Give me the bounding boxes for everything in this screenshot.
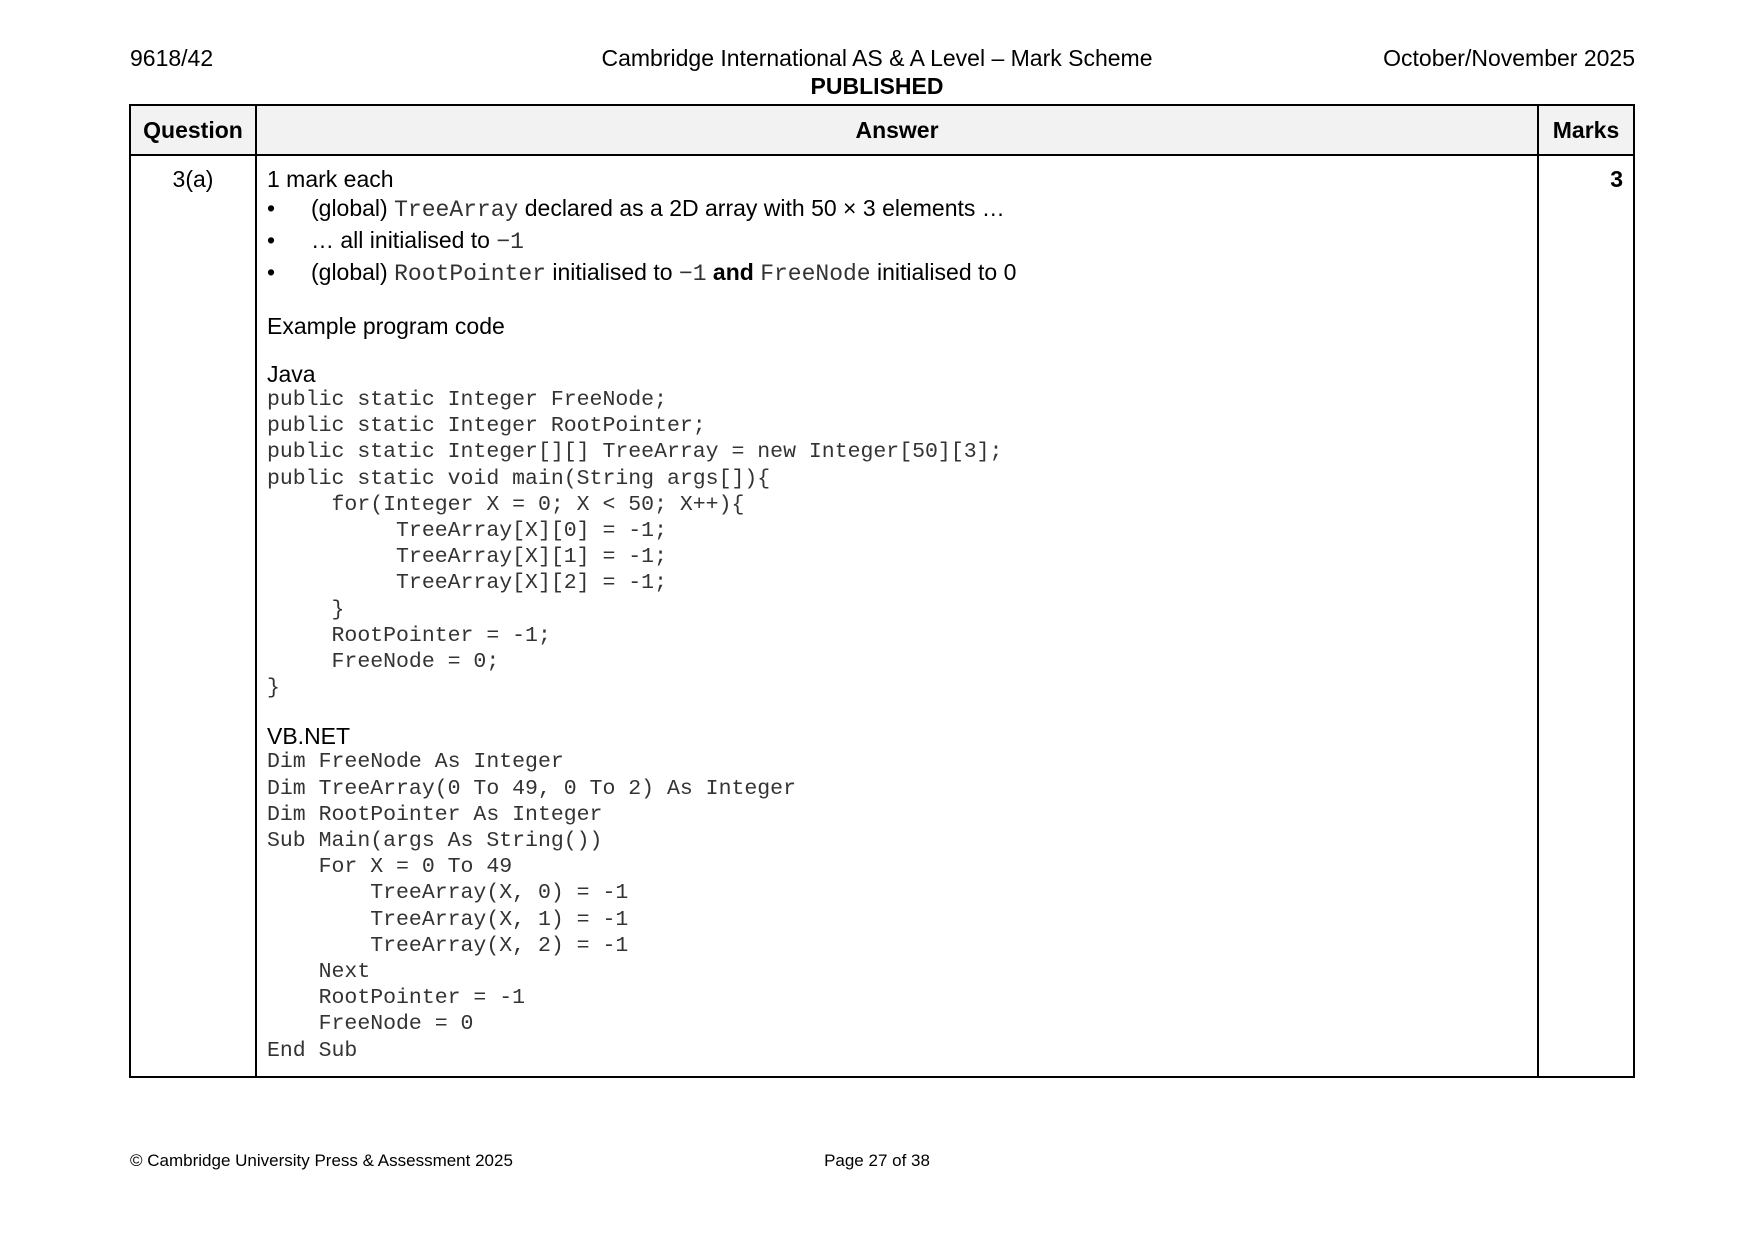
mark-point-text: (global) <box>311 195 395 221</box>
table-row <box>130 155 1634 1077</box>
java-label: Java <box>267 361 316 387</box>
mark-point-text: declared as a 2D array with 50 × 3 elements … <box>518 195 1005 221</box>
bullet-icon: • <box>267 195 276 221</box>
question-number: 3(a) <box>130 155 256 1077</box>
mark-point <box>267 257 1527 289</box>
page-number: Page 27 of 38 <box>824 1151 930 1170</box>
code-term: RootPointer <box>394 261 546 287</box>
mark-point <box>267 225 1527 257</box>
exam-session: October/November 2025 <box>1383 45 1635 71</box>
published-status: PUBLISHED <box>810 73 944 99</box>
vbnet-code-block: Dim FreeNode As Integer Dim TreeArray(0 To 49, 0 To 2) As Integer Dim RootPointer As Integer Sub Main(args As String()) For X = 0 To 49 TreeArray(X, 0) = -1 TreeArray(X, 1) = -1 TreeArray(X, 2) = -1 Next RootPointer = -1 FreeNode = 0 End Sub <box>267 750 796 1063</box>
code-term: −1 <box>496 229 524 255</box>
answer-cell <box>256 155 1538 1077</box>
mark-points-list <box>267 193 1527 289</box>
example-heading: Example program code <box>267 313 505 339</box>
java-code-block: public static Integer FreeNode; public static Integer RootPointer; public static Integer[][] TreeArray = new Integer[50][3]; public static void main(String args[]){ for(Integer X = 0; X < 50; X++){ TreeArray[X][0] = -1; TreeArray[X][1] = -1; TreeArray[X][2] = -1; } RootPointer = -1; FreeNode = 0; } <box>267 388 1003 701</box>
code-term: −1 <box>678 261 707 287</box>
code-term: TreeArray <box>394 197 519 223</box>
mark-point-text: initialised to <box>545 259 679 285</box>
question-header: Question <box>130 105 256 155</box>
bullet-icon: • <box>267 227 276 253</box>
table-header-row <box>130 105 1634 155</box>
mark-scheme-table <box>129 104 1635 1078</box>
answer-header: Answer <box>256 105 1538 155</box>
mark-point-text: … all initialised to <box>311 227 497 253</box>
copyright-notice: © Cambridge University Press & Assessment 2025 <box>130 1151 513 1170</box>
marks-value: 3 <box>1538 155 1634 1077</box>
paper-code: 9618/42 <box>130 45 214 71</box>
bold-conjunction: and <box>712 259 754 285</box>
code-term: FreeNode <box>760 261 871 287</box>
title-text: Cambridge International AS & A Level – Mark Scheme <box>601 45 1153 71</box>
mark-point-text: (global) <box>311 259 395 285</box>
marking-instruction: 1 mark each <box>267 166 394 192</box>
bullet-icon: • <box>267 259 276 285</box>
mark-point <box>267 193 1527 225</box>
vbnet-label: VB.NET <box>267 723 351 750</box>
marks-header: Marks <box>1538 105 1634 155</box>
mark-point-text: initialised to 0 <box>870 259 1017 285</box>
